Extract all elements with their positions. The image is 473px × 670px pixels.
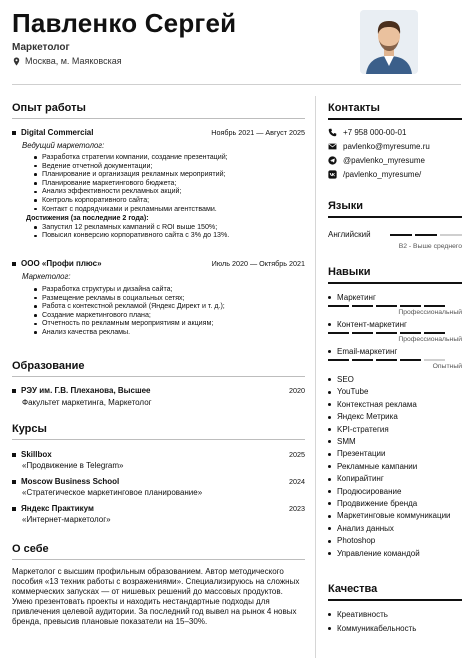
phone-icon	[328, 128, 337, 137]
list-item: Контекстная реклама	[328, 399, 462, 411]
achievements-list	[34, 223, 305, 240]
contact-email[interactable]: pavlenko@myresume.ru	[328, 142, 462, 151]
contact-phone[interactable]: +7 958 000-00-01	[328, 128, 462, 137]
list-item: Разработка стратегии компании, создание презентаций;	[34, 153, 305, 162]
job-title: Маркетолог:	[22, 272, 71, 281]
vk-icon	[328, 170, 337, 179]
list-item: Продвижение бренда	[328, 498, 462, 510]
contacts-list	[328, 128, 462, 179]
column-divider	[315, 96, 316, 658]
list-item: Коммуникабельность	[328, 622, 462, 636]
job-duties	[34, 285, 305, 337]
contact-telegram[interactable]: @pavlenko_myresume	[328, 156, 462, 165]
skills-rule	[328, 282, 462, 284]
list-item: Рекламные кампании	[328, 461, 462, 473]
course-entry	[12, 504, 305, 524]
list-item: Планирование и организация рекламных мероприятий;	[34, 170, 305, 179]
list-item: KPI-стратегия	[328, 424, 462, 436]
skill-level-bar	[328, 359, 462, 361]
skill-level: Профессиональный	[398, 309, 462, 316]
job-entry	[12, 259, 305, 337]
language-name: Английский	[328, 230, 371, 239]
list-item: Управление командой	[328, 548, 462, 560]
list-item: Запустил 12 рекламных кампаний с ROI выше 150%;	[34, 223, 305, 232]
list-item: Анализ данных	[328, 523, 462, 535]
job-entry	[12, 128, 305, 240]
education-detail: Факультет маркетинга, Маркетолог	[22, 398, 152, 407]
section-contacts-title: Контакты	[328, 102, 380, 114]
candidate-name: Павленко Сергей	[12, 8, 237, 38]
section-experience-title: Опыт работы	[12, 102, 86, 114]
list-item: Разработка структуры и дизайна сайта;	[34, 285, 305, 294]
location	[12, 56, 122, 66]
list-item: Креативность	[328, 608, 462, 622]
job-dates: Июль 2020 — Октябрь 2021	[211, 259, 305, 268]
course-year: 2024	[289, 477, 305, 486]
list-item: Маркетинговые коммуникации	[328, 510, 462, 522]
skill-level: Профессиональный	[398, 336, 462, 343]
list-item: Повысил конверсию корпоративного сайта с 3% до 13%.	[34, 231, 305, 240]
section-skills-title: Навыки	[328, 266, 371, 278]
list-item: Работа с контекстной рекламой (Яндекс Директ и т. д.);	[34, 302, 305, 311]
contact-vk[interactable]: /pavlenko_myresume/	[328, 170, 462, 179]
skill-level: Опытный	[432, 363, 462, 370]
section-qualities-title: Качества	[328, 583, 378, 595]
list-item: Планирование маркетингового бюджета;	[34, 179, 305, 188]
list-item: SMM	[328, 436, 462, 448]
skill-level-bar	[328, 305, 462, 307]
list-item: SEO	[328, 374, 462, 386]
achievements-label: Достижения (за последние 2 года):	[26, 214, 149, 223]
skill-name: Контент-маркетинг	[328, 320, 462, 329]
list-item: Продюсирование	[328, 486, 462, 498]
skill-level-bar	[328, 332, 462, 334]
course-detail: «Интернет-маркетолог»	[22, 515, 111, 524]
about-rule	[12, 559, 305, 560]
education-school: РЭУ им. Г.В. Плеханова, Высшее	[12, 386, 151, 395]
list-item: Копирайтинг	[328, 473, 462, 485]
skill-name: Email-маркетинг	[328, 347, 462, 356]
section-about-title: О себе	[12, 543, 49, 555]
education-rule	[12, 376, 305, 377]
list-item: Отчетность по рекламным мероприятиям и акциям;	[34, 319, 305, 328]
job-company: Digital Commercial	[12, 128, 93, 137]
list-item: Размещение рекламы в социальных сетях;	[34, 294, 305, 303]
course-name: Яндекс Практикум	[12, 504, 94, 513]
section-education-title: Образование	[12, 360, 85, 372]
candidate-role: Маркетолог	[12, 42, 70, 53]
course-name: Skillbox	[12, 450, 52, 459]
course-entry	[12, 450, 305, 470]
list-item: Контроль корпоративного сайта;	[34, 196, 305, 205]
list-item: Анализ эффективности рекламных акций;	[34, 187, 305, 196]
list-item: Презентации	[328, 448, 462, 460]
job-duties	[34, 153, 305, 213]
list-item: Создание маркетингового плана;	[34, 311, 305, 320]
course-year: 2025	[289, 450, 305, 459]
experience-rule	[12, 118, 305, 119]
location-pin-icon	[12, 57, 21, 66]
section-courses-title: Курсы	[12, 423, 47, 435]
course-detail: «Стратегическое маркетинговое планирование»	[22, 488, 203, 497]
avatar	[360, 10, 418, 74]
education-year: 2020	[289, 386, 305, 395]
skill-name: Маркетинг	[328, 293, 462, 302]
skill-level-entry	[328, 347, 462, 370]
languages-rule	[328, 216, 462, 218]
courses-rule	[12, 439, 305, 440]
qualities-rule	[328, 599, 462, 601]
list-item: Ведение отчетной документации;	[34, 162, 305, 171]
course-year: 2023	[289, 504, 305, 513]
telegram-icon	[328, 156, 337, 165]
list-item: Контакт с подрядчиками и рекламными агентствами.	[34, 205, 305, 214]
education-entry	[12, 386, 305, 407]
language-level: B2 - Выше среднего	[398, 243, 462, 250]
qualities-list	[328, 608, 462, 636]
list-item: Анализ качества рекламы.	[34, 328, 305, 337]
job-dates: Ноябрь 2021 — Август 2025	[211, 128, 305, 137]
email-icon	[328, 142, 337, 151]
contacts-rule	[328, 118, 462, 120]
list-item: Photoshop	[328, 535, 462, 547]
language-level-bar	[390, 234, 462, 236]
job-company: ООО «Профи плюс»	[12, 259, 102, 268]
section-languages-title: Языки	[328, 200, 364, 212]
location-text: Москва, м. Маяковская	[25, 56, 122, 66]
job-title: Ведущий маркетолог:	[22, 141, 105, 150]
skill-level-entry	[328, 293, 462, 316]
language-entry	[328, 230, 462, 250]
header-divider	[12, 84, 461, 85]
course-detail: «Продвижение в Telegram»	[22, 461, 124, 470]
skill-level-entry	[328, 320, 462, 343]
about-text: Маркетолог с высшим профильным образованием. Автор методического пособия «13 техник работы с возражениями». Специализируюсь на сложных коммерческих запусках — от нишевых решений до массовых продуктов. Умею презентовать проекты и находить нестандартные подходы для привлечения целевой аудитории. За последний год вывел на рынок 4 новых бренда, превысив плановые показатели на 15–30%.	[12, 567, 300, 627]
list-item: YouTube	[328, 386, 462, 398]
course-name: Moscow Business School	[12, 477, 119, 486]
course-entry	[12, 477, 305, 497]
skill-tags	[328, 374, 462, 560]
list-item: Яндекс Метрика	[328, 411, 462, 423]
